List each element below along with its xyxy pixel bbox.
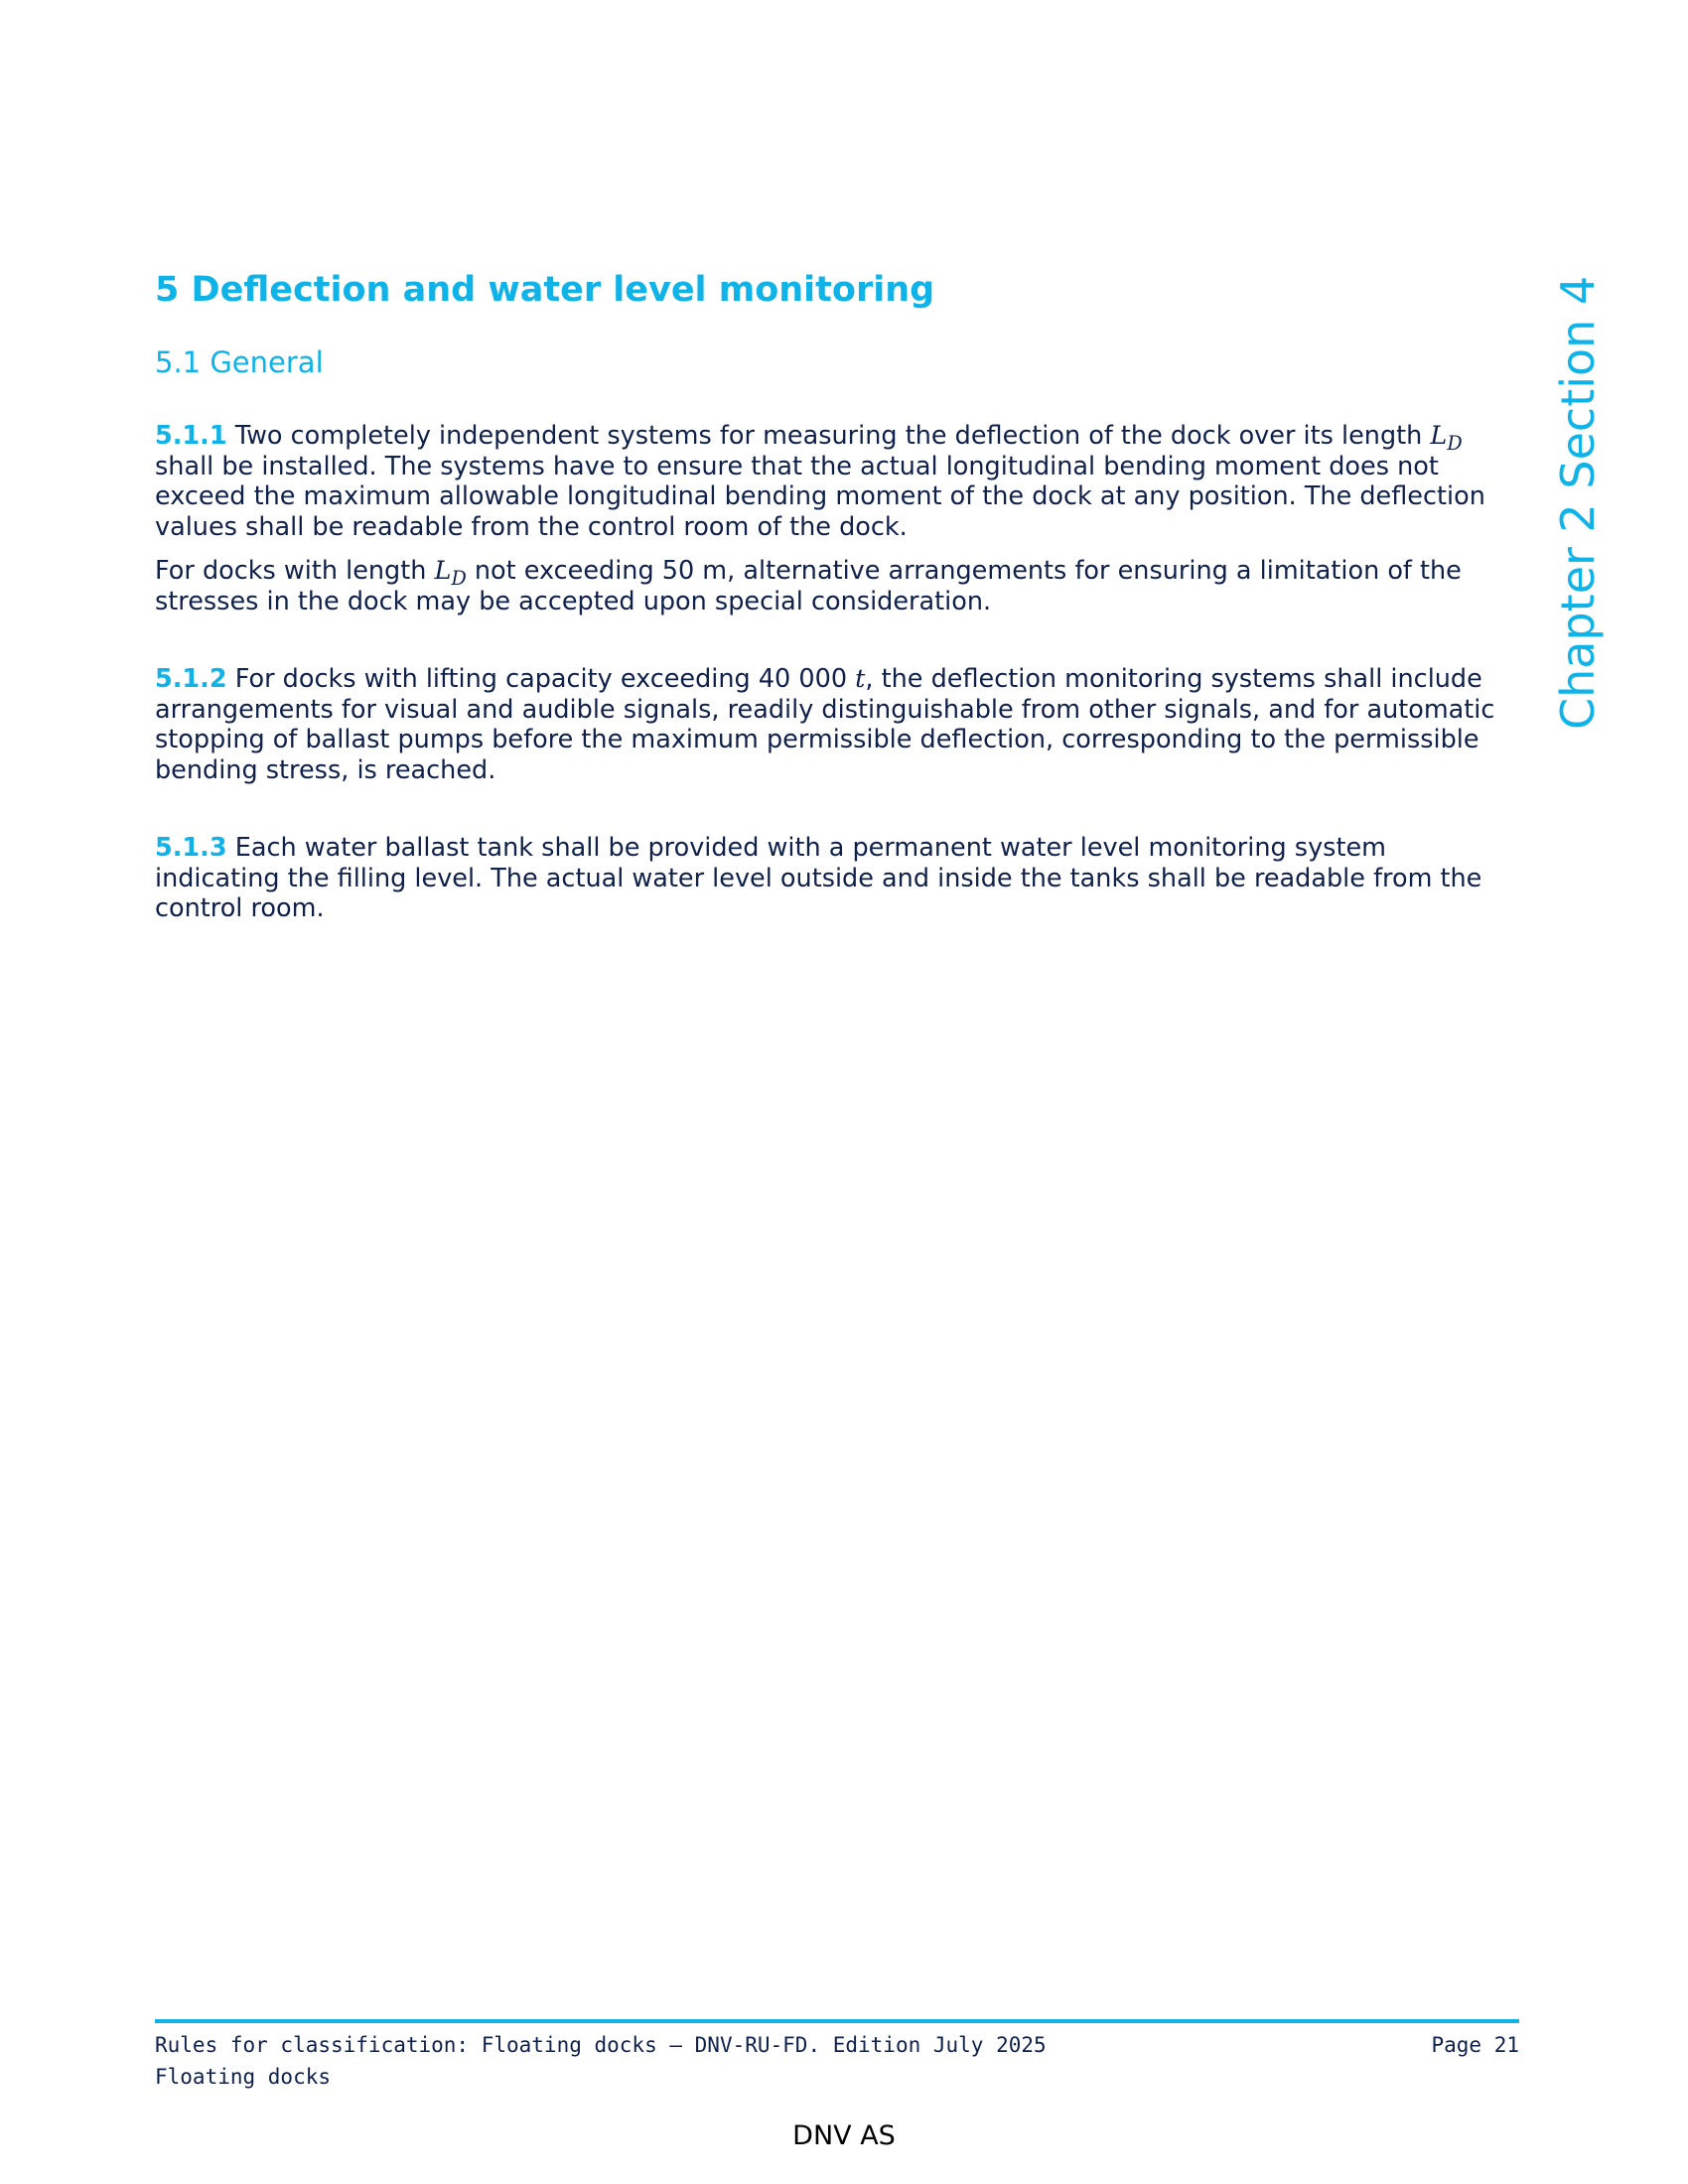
paragraph-text: Each water ballast tank shall be provided with a permanent water level monitoring system indicating the filling level. The actual water level outside and inside the tanks shall be readable from the control room. [155, 833, 1482, 923]
footer-document-subtitle: Floating docks [155, 2065, 332, 2089]
paragraph-text: For docks with lifting capacity exceeding 40 000 [226, 664, 856, 694]
paragraph-text: Two completely independent systems for measuring the deflection of the dock over its length [226, 421, 1431, 451]
paragraph-text: For docks with length [155, 556, 435, 586]
chapter-section-label [1548, 273, 1608, 730]
paragraph-5-1-1-continued [155, 556, 1505, 616]
math-length-symbol [434, 556, 467, 591]
footer-document-title: Rules for classification: Floating docks — DNV-RU-FD. Edition July 2025 [155, 2033, 1047, 2057]
paragraph-number: 5.1.1 [155, 421, 227, 451]
math-subscript: D [451, 567, 467, 591]
body-content [155, 421, 1505, 924]
paragraph-text: not exceeding 50 m, alternative arrangements for ensuring a limitation of the stresses in the dock may be accepted upon special consideration. [155, 556, 1462, 616]
paragraph-text: shall be installed. The systems have to ensure that the actual longitudinal bending moment does not exceed the maximum allowable longitudinal bending moment of the dock at any position. The deflection values shall be readable from the control room of the dock. [155, 451, 1485, 542]
subsection-heading: 5.1 General [155, 345, 324, 379]
footer-document-info [155, 2029, 1047, 2093]
paragraph-5-1-3 [155, 833, 1505, 924]
paragraph-5-1-2 [155, 664, 1505, 785]
company-name: DNV AS [792, 2120, 896, 2151]
math-subscript: D [1447, 432, 1463, 456]
math-main: L [434, 556, 452, 586]
paragraph-number: 5.1.3 [155, 833, 227, 863]
paragraph-5-1-1 [155, 421, 1505, 542]
footer-divider [155, 2019, 1519, 2023]
math-length-symbol [1430, 421, 1463, 456]
paragraph-number: 5.1.2 [155, 664, 227, 694]
paragraph-text: , the deflection monitoring systems shall include arrangements for visual and audible signals, readily distinguishable from other signals, and for automatic stopping of ballast pumps before the maximum permissible deflection, corresponding to the permissible bending stress, is reached. [155, 664, 1495, 785]
chapter-section-text: Chapter 2 Section 4 [1551, 275, 1605, 730]
section-heading: 5 Deflection and water level monitoring [155, 270, 935, 310]
math-main: L [1430, 421, 1448, 451]
math-tonne-symbol: t [855, 664, 866, 694]
footer-page-number: Page 21 [1431, 2033, 1519, 2057]
